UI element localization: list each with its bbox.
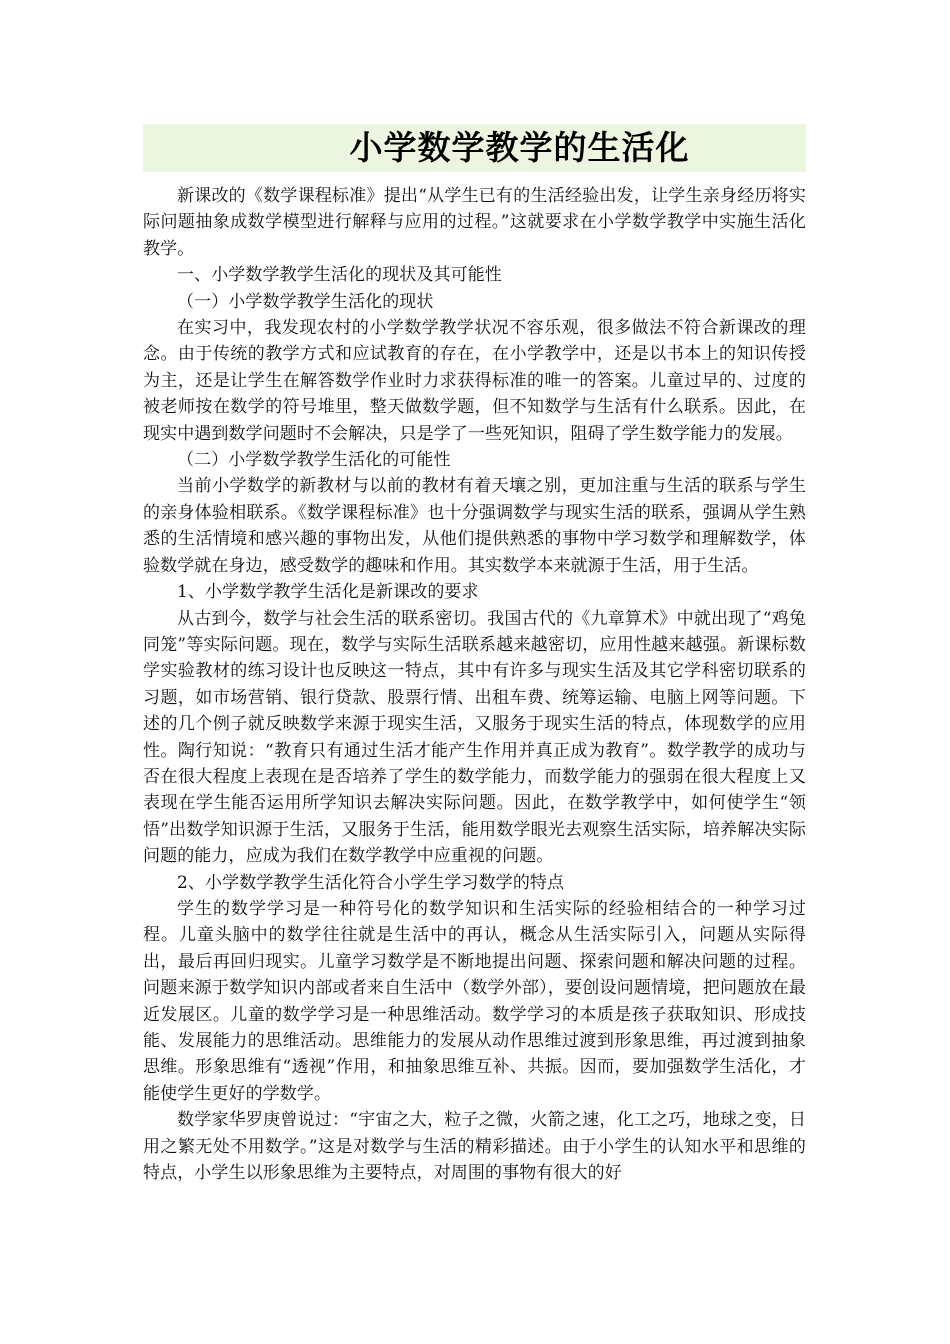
subsection-heading-2: （二）小学数学教学生活化的可能性 bbox=[177, 450, 451, 471]
title-banner bbox=[143, 124, 806, 172]
section-heading-1: 一、小学数学教学生活化的现状及其可能性 bbox=[177, 265, 502, 286]
paragraph-quote: 数学家华罗庚曾说过：“宇宙之大，粒子之微，火箭之速，化工之巧，地球之变，日用之繁无处不用数学。”这是对数学与生活的精彩描述。由于小学生的认知水平和思维的特点，小学生以形象思维为主要特点，对周围的事物有很大的好 bbox=[143, 1110, 806, 1184]
paragraph-learning: 学生的数学学习是一种符号化的数学知识和生活实际的经验相结合的一种学习过程。儿童头脑中的数学往往就是生活中的再认，概念从生活实际引入，问题从实际得出，最后再回归现实。儿童学习数学是不断地提出问题、探索问题和解决问题的过程。问题来源于数学知识内部或者来自生活中（数学外部），要创设问题情境，把问题放在最近发展区。儿童的数学学习是一种思维活动。数学学习的本质是孩子获取知识、形成技能、发展能力的思维活动。思维能力的发展从动作思维过渡到形象思维，再过渡到抽象思维。形象思维有“透视”作用，和抽象思维互补、共振。因而，要加强数学生活化，才能使学生更好的学数学。 bbox=[143, 898, 806, 1104]
subsection-heading-1: （一）小学数学教学生活化的现状 bbox=[177, 291, 434, 312]
point-heading-2: 2、小学数学教学生活化符合小学生学习数学的特点 bbox=[177, 872, 565, 893]
document-body bbox=[143, 183, 806, 1186]
paragraph-reform: 从古到今，数学与社会生活的联系密切。我国古代的《九章算术》中就出现了“鸡兔同笼”等实际问题。现在，数学与实际生活联系越来越密切，应用性越来越强。新课标数学实验教材的练习设计也反映这一特点，其中有许多与现实生活及其它学科密切联系的习题，如市场营销、银行贷款、股票行情、出租车费、统筹运输、电脑上网等问题。下述的几个例子就反映数学来源于现实生活，又服务于现实生活的特点，体现数学的应用性。陶行知说：“教育只有通过生活才能产生作用并真正成为教育”。数学教学的成功与否在很大程度上表现在是否培养了学生的数学能力，而数学能力的强弱在很大程度上又表现在学生能否运用所学知识去解决实际问题。因此，在数学教学中，如何使学生“领悟”出数学知识源于生活，又服务于生活，能用数学眼光去观察生活实际，培养解决实际问题的能力，应成为我们在数学教学中应重视的问题。 bbox=[143, 608, 806, 867]
paragraph-intro: 新课改的《数学课程标准》提出“从学生已有的生活经验出发，让学生亲身经历将实际问题抽象成数学模型进行解释与应用的过程。”这就要求在小学数学教学中实施生活化教学。 bbox=[143, 186, 806, 259]
point-heading-1: 1、小学数学教学生活化是新课改的要求 bbox=[177, 582, 479, 603]
paragraph-possibility: 当前小学数学的新教材与以前的教材有着天壤之别，更加注重与生活的联系与学生的亲身体验相联系。《数学课程标准》也十分强调数学与现实生活的联系，强调从学生熟悉的生活情境和感兴趣的事物出发，从他们提供熟悉的事物中学习数学和理解数学，体验数学就在身边，感受数学的趣味和作用。其实数学本来就源于生活，用于生活。 bbox=[143, 476, 806, 576]
document-title: 小学数学教学的生活化 bbox=[349, 128, 690, 167]
paragraph-status: 在实习中，我发现农村的小学数学教学状况不容乐观，很多做法不符合新课改的理念。由于传统的教学方式和应试教育的存在，在小学教学中，还是以书本上的知识传授为主，还是让学生在解答数学作业时力求获得标准的唯一的答案。儿童过早的、过度的被老师按在数学的符号堆里，整天做数学题，但不知数学与生活有什么联系。因此，在现实中遇到数学问题时不会解决，只是学了一些死知识，阻碍了学生数学能力的发展。 bbox=[143, 318, 806, 444]
